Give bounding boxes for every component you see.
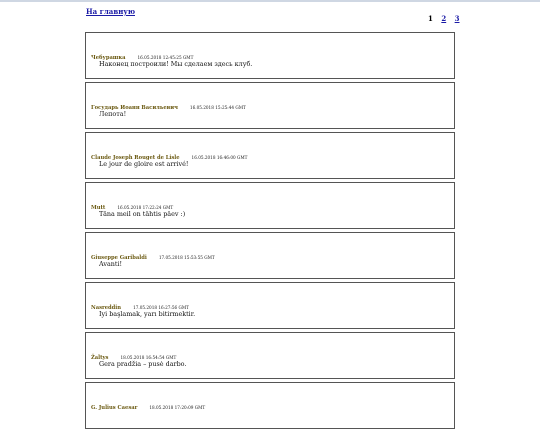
comment-date: 16.05.2018 16:46:00 GMT [191, 155, 248, 160]
comment-date: 17.05.2018 16:27:56 GMT [133, 305, 189, 310]
comment-date: 18.05.2018 16:54:54 GMT [120, 355, 177, 360]
comment-item [85, 332, 455, 379]
comment-text: Наконец построили! Мы сделаем здесь клуб. [99, 60, 253, 68]
comment-item [85, 132, 455, 179]
comment-item [85, 82, 455, 129]
comment-text: Iyi başlamak, yarı bitirmektir. [99, 310, 196, 318]
comment-item [85, 182, 455, 229]
comment-text: Avanti! [99, 260, 123, 268]
comment-list [85, 32, 455, 432]
comment-author: G. Julius Caesar [91, 405, 138, 411]
comment-date: 16.05.2018 15:25:44 GMT [189, 105, 246, 110]
comment-item [85, 232, 455, 279]
comment-item [85, 282, 455, 329]
home-link[interactable]: На главную [86, 7, 135, 16]
page-3-link[interactable]: 3 [454, 14, 460, 23]
page-2-link[interactable]: 2 [441, 14, 447, 23]
comment-author: Žaltys [91, 355, 109, 361]
comment-author: Mutt [91, 205, 106, 211]
comment-item [85, 382, 455, 429]
top-border [0, 0, 540, 2]
comment-author: Чебурашка [91, 55, 126, 61]
comment-date: 18.05.2018 17:20:09 GMT [149, 405, 206, 410]
page-1-current: 1 [428, 14, 433, 23]
comment-text: Лепота! [99, 110, 127, 118]
comment-author: Giuseppe Garibaldi [91, 255, 147, 261]
pagination [428, 14, 460, 23]
comment-author: Nasreddin [91, 305, 122, 311]
comment-date: 16.05.2018 17:22:24 GMT [117, 205, 174, 210]
comment-text: Täna meil on tähtis päev :) [99, 210, 186, 218]
comment-text: Le jour de gloire est arrivé! [99, 160, 189, 168]
comment-author: Государь Иоанн Васильевич [91, 105, 178, 111]
comment-date: 16.05.2018 12:45:25 GMT [137, 55, 194, 60]
comment-author: Claude Joseph Rouget de Lisle [91, 155, 180, 161]
comment-date: 17.05.2018 15:53:55 GMT [158, 255, 215, 260]
comment-text: Gera pradžia – pusė darbo. [99, 360, 187, 368]
comment-item [85, 32, 455, 79]
